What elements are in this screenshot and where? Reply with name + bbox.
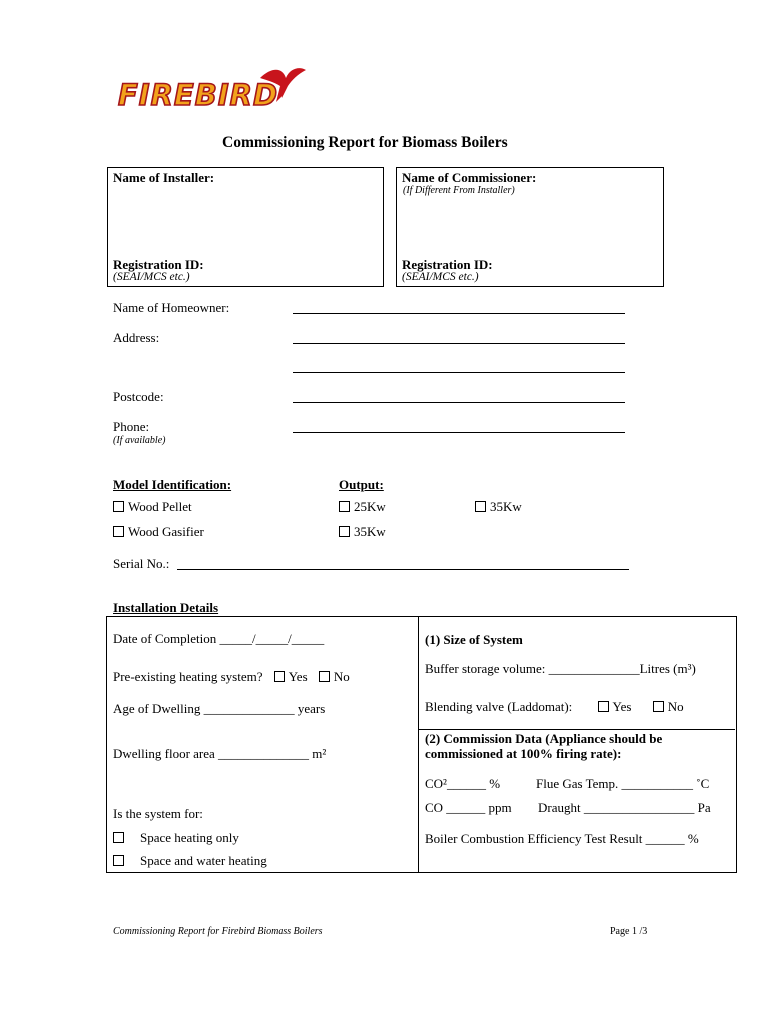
- efficiency-field: Boiler Combustion Efficiency Test Result ______ %: [425, 831, 699, 846]
- size-heading: (1) Size of System: [425, 632, 523, 647]
- co2-field: CO²______ %: [425, 776, 501, 791]
- checkbox-icon: [653, 701, 664, 712]
- commission-heading-1: (2) Commission Data (Appliance should be: [425, 731, 663, 746]
- page-number: Page 1 /3: [610, 926, 648, 937]
- floor-area: Dwelling floor area ______________ m²: [113, 746, 327, 761]
- phone-line[interactable]: [293, 432, 625, 433]
- installer-reg-note: (SEAI/MCS etc.): [113, 271, 190, 283]
- wood-pellet-label: Wood Pellet: [128, 499, 192, 514]
- date-completion: Date of Completion _____/_____/_____: [113, 631, 325, 646]
- space-water-option[interactable]: [113, 853, 267, 869]
- homeowner-name-label: Name of Homeowner:: [113, 300, 230, 315]
- phone-label: Phone:: [113, 419, 150, 434]
- installer-name-label: Name of Installer:: [113, 170, 215, 185]
- no-label: No: [333, 669, 350, 684]
- no-label: No: [667, 699, 684, 714]
- blending-no[interactable]: [653, 699, 684, 714]
- checkbox-icon: [113, 832, 124, 843]
- system-for-label: Is the system for:: [113, 806, 203, 821]
- address-line-2[interactable]: [293, 372, 625, 373]
- checkbox-icon: [113, 526, 124, 537]
- preexisting-no[interactable]: [319, 669, 350, 684]
- blending-label: Blending valve (Laddomat):: [425, 699, 573, 714]
- phone-note: (If available): [113, 435, 166, 446]
- output-35kw-label-2: 35Kw: [354, 524, 386, 539]
- commissioner-name-label: Name of Commissioner:: [402, 170, 537, 185]
- space-heating-label: Space heating only: [140, 830, 239, 845]
- table-divider: [418, 617, 419, 872]
- output-35kw-option-2[interactable]: [339, 524, 386, 540]
- firebird-logo: [116, 62, 306, 120]
- checkbox-icon: [598, 701, 609, 712]
- draught-field: Draught _________________ Pa: [538, 800, 711, 815]
- preexisting-yes[interactable]: [274, 669, 308, 684]
- output-35kw-label-1: 35Kw: [490, 499, 522, 514]
- postcode-line[interactable]: [293, 402, 625, 403]
- space-heating-option[interactable]: [113, 830, 239, 846]
- output-25kw-option[interactable]: [339, 499, 386, 515]
- commissioner-note: (If Different From Installer): [403, 185, 515, 196]
- age-dwelling: Age of Dwelling ______________ years: [113, 701, 326, 716]
- installer-box: [107, 167, 384, 287]
- installation-heading: Installation Details: [113, 600, 219, 615]
- preexisting-row: [113, 669, 350, 685]
- commissioner-box: [396, 167, 664, 287]
- co-field: CO ______ ppm: [425, 800, 512, 815]
- blending-yes[interactable]: [598, 699, 632, 714]
- homeowner-name-line[interactable]: [293, 313, 625, 314]
- commissioner-reg-label: Registration ID:: [402, 257, 493, 272]
- postcode-label: Postcode:: [113, 389, 164, 404]
- logo-text: FIREBIRD: [118, 78, 279, 112]
- right-section-divider: [418, 729, 735, 730]
- space-water-label: Space and water heating: [140, 853, 267, 868]
- commissioner-reg-note: (SEAI/MCS etc.): [402, 271, 479, 283]
- checkbox-icon: [113, 501, 124, 512]
- serial-label: Serial No.:: [113, 556, 170, 571]
- checkbox-icon: [319, 671, 330, 682]
- buffer-volume: Buffer storage volume: ______________Litres (m³): [425, 661, 696, 676]
- page-title: Commissioning Report for Biomass Boilers: [222, 134, 508, 151]
- checkbox-icon: [475, 501, 486, 512]
- footer-title: Commissioning Report for Firebird Biomass Boilers: [113, 926, 323, 937]
- installer-reg-label: Registration ID:: [113, 257, 204, 272]
- wood-pellet-option[interactable]: [113, 499, 192, 515]
- preexisting-label: Pre-existing heating system?: [113, 669, 263, 684]
- serial-line[interactable]: [177, 569, 629, 570]
- blending-row: [425, 699, 684, 715]
- bird-icon: [256, 64, 308, 104]
- output-35kw-option-1[interactable]: [475, 499, 522, 515]
- output-25kw-label: 25Kw: [354, 499, 386, 514]
- checkbox-icon: [274, 671, 285, 682]
- checkbox-icon: [339, 526, 350, 537]
- checkbox-icon: [339, 501, 350, 512]
- wood-gasifier-option[interactable]: [113, 524, 204, 540]
- output-heading: Output:: [339, 477, 384, 492]
- model-heading: Model Identification:: [113, 477, 232, 492]
- wood-gasifier-label: Wood Gasifier: [128, 524, 204, 539]
- yes-label: Yes: [288, 669, 308, 684]
- commission-heading-2: commissioned at 100% firing rate):: [425, 746, 622, 761]
- address-line-1[interactable]: [293, 343, 625, 344]
- flue-gas-field: Flue Gas Temp. ___________ ˚C: [536, 776, 710, 791]
- yes-label: Yes: [612, 699, 632, 714]
- address-label: Address:: [113, 330, 160, 345]
- checkbox-icon: [113, 855, 124, 866]
